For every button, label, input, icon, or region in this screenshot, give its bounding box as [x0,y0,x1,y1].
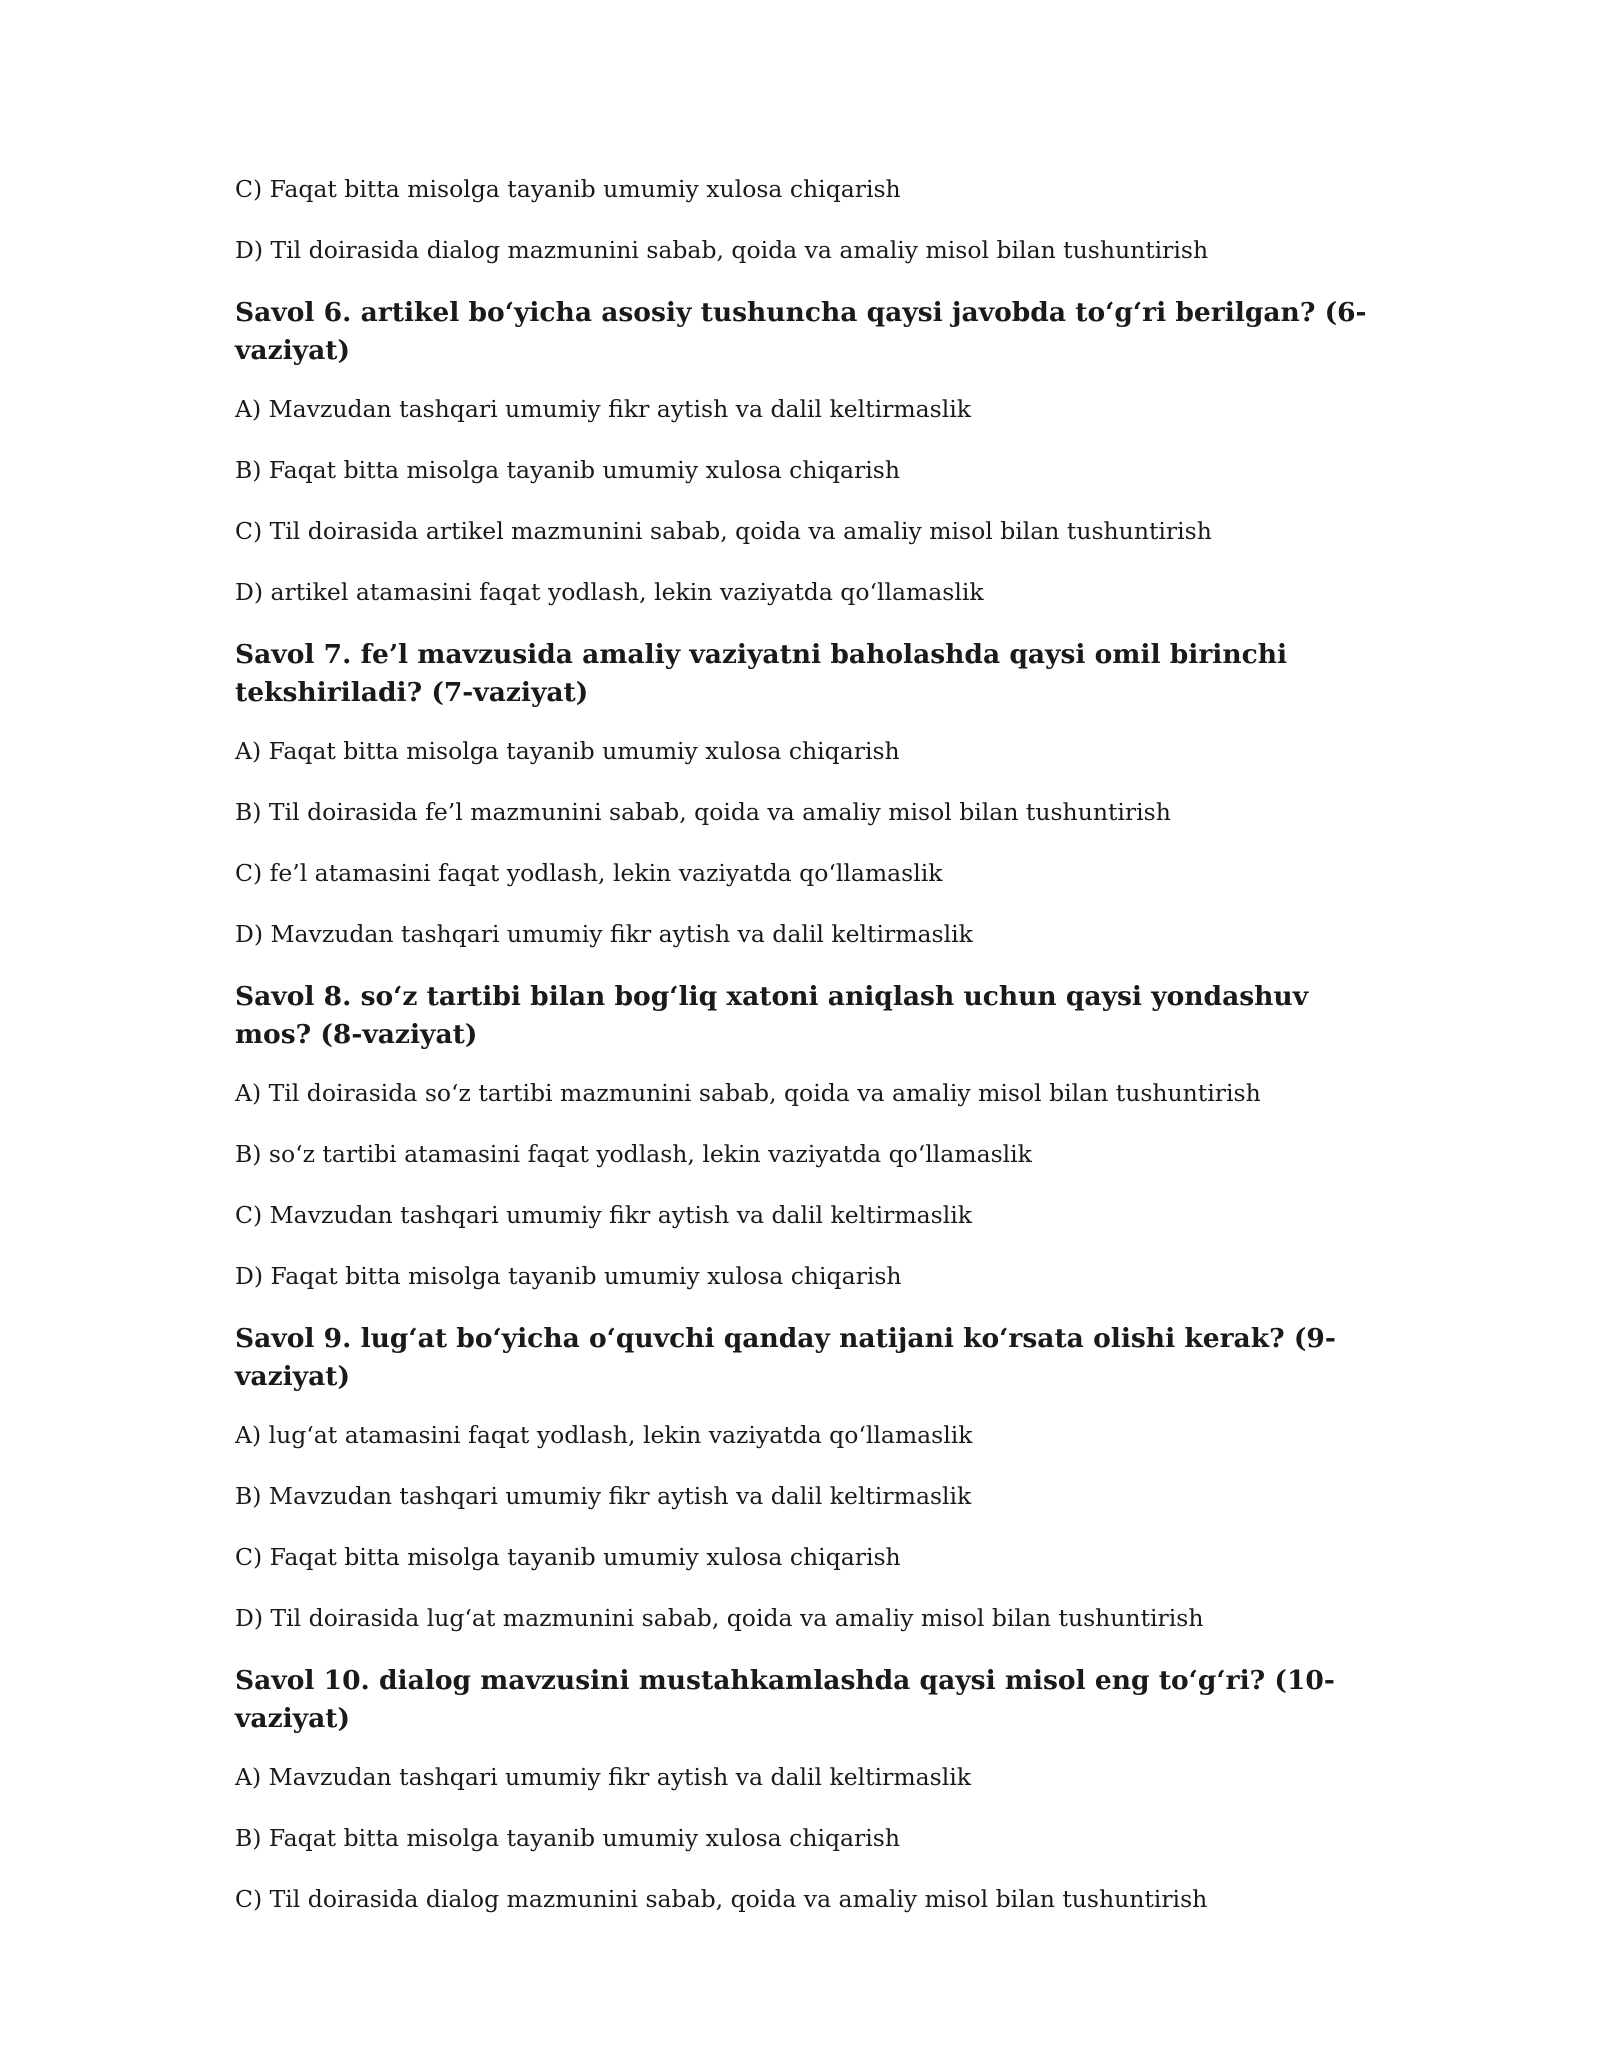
option-d: D) Mavzudan tashqari umumiy fikr aytish va dalil keltirmaslik [235,920,973,948]
carryover-options [235,172,1375,267]
question-title: Savol 8. so‘z tartibi bilan bog‘liq xatoni aniqlash uchun qaysi yondashuv mos? (8-vaziyat) [235,981,1309,1050]
option-c: C) Mavzudan tashqari umumiy fikr aytish va dalil keltirmaslik [235,1201,973,1229]
option-b: B) so‘z tartibi atamasini faqat yodlash, lekin vaziyatda qo‘llamaslik [235,1140,1032,1168]
question-title: Savol 9. lug‘at bo‘yicha o‘quvchi qanday natijani ko‘rsata olishi kerak? (9-vaziyat) [235,1323,1336,1392]
option-a: A) Mavzudan tashqari umumiy fikr aytish va dalil keltirmaslik [235,395,971,423]
question-title: Savol 6. artikel bo‘yicha asosiy tushuncha qaysi javobda to‘g‘ri berilgan? (6-vaziyat) [235,297,1367,366]
option-c: C) Til doirasida artikel mazmunini sabab, qoida va amaliy misol bilan tushuntirish [235,517,1212,545]
question-10 [235,1662,1375,1916]
option-c: C) Til doirasida dialog mazmunini sabab, qoida va amaliy misol bilan tushuntirish [235,1885,1208,1913]
option-b: B) Faqat bitta misolga tayanib umumiy xulosa chiqarish [235,1824,900,1852]
option-a: A) Til doirasida so‘z tartibi mazmunini sabab, qoida va amaliy misol bilan tushuntirish [235,1079,1261,1107]
option-b: B) Til doirasida fe’l mazmunini sabab, qoida va amaliy misol bilan tushuntirish [235,798,1171,826]
option-b: B) Mavzudan tashqari umumiy fikr aytish va dalil keltirmaslik [235,1482,972,1510]
question-title: Savol 10. dialog mavzusini mustahkamlashda qaysi misol eng to‘g‘ri? (10-vaziyat) [235,1665,1335,1734]
question-9 [235,1320,1375,1635]
option-d: D) Faqat bitta misolga tayanib umumiy xulosa chiqarish [235,1262,902,1290]
question-8 [235,978,1375,1293]
question-title: Savol 7. fe’l mavzusida amaliy vaziyatni baholashda qaysi omil birinchi tekshiriladi? (7-vaziyat) [235,639,1288,708]
document-page [235,172,1375,1943]
question-7 [235,636,1375,951]
question-6 [235,294,1375,609]
option-a: A) lug‘at atamasini faqat yodlash, lekin vaziyatda qo‘llamaslik [235,1421,973,1449]
option-a: A) Faqat bitta misolga tayanib umumiy xulosa chiqarish [235,737,900,765]
option-c: C) fe’l atamasini faqat yodlash, lekin vaziyatda qo‘llamaslik [235,859,943,887]
option-c: C) Faqat bitta misolga tayanib umumiy xulosa chiqarish [235,1543,901,1571]
option-d: D) artikel atamasini faqat yodlash, lekin vaziyatda qo‘llamaslik [235,578,984,606]
option-a: A) Mavzudan tashqari umumiy fikr aytish va dalil keltirmaslik [235,1763,971,1791]
option-c: C) Faqat bitta misolga tayanib umumiy xulosa chiqarish [235,175,901,203]
option-d: D) Til doirasida lug‘at mazmunini sabab, qoida va amaliy misol bilan tushuntirish [235,1604,1204,1632]
option-b: B) Faqat bitta misolga tayanib umumiy xulosa chiqarish [235,456,900,484]
option-d: D) Til doirasida dialog mazmunini sabab, qoida va amaliy misol bilan tushuntirish [235,236,1209,264]
